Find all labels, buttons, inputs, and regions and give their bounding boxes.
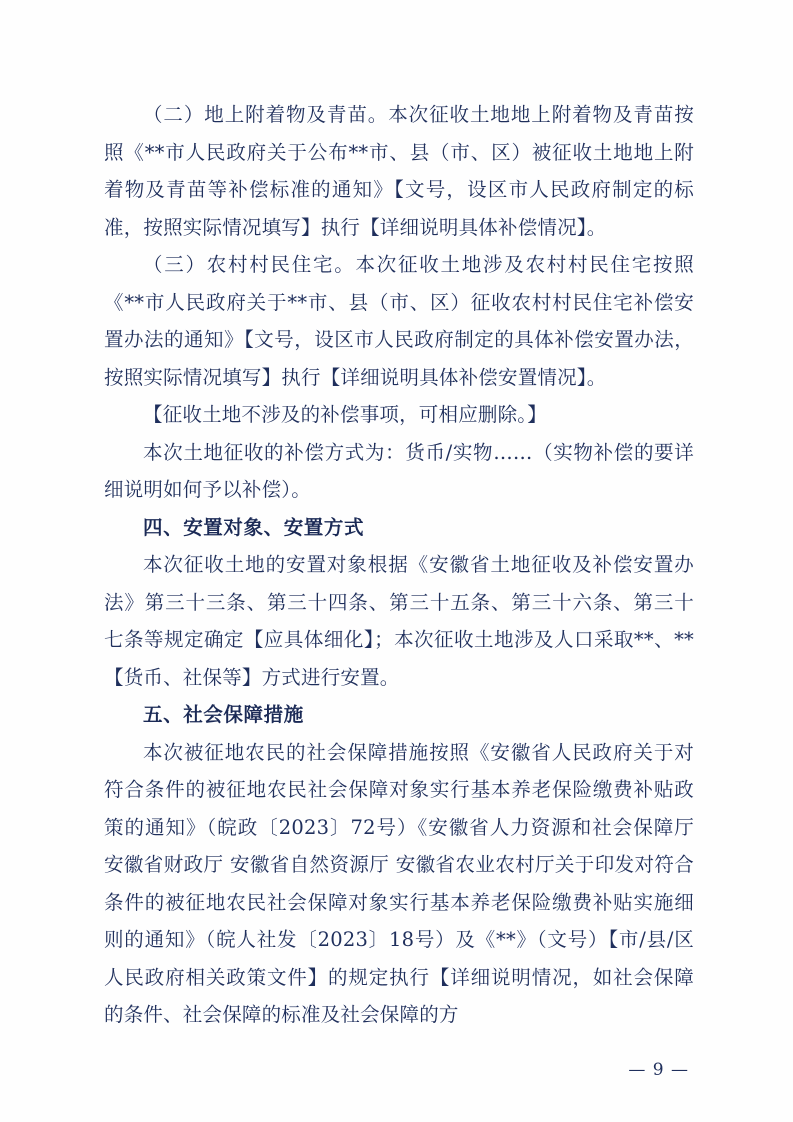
paragraph-social-security: 本次被征地农民的社会保障措施按照《安徽省人民政府关于对符合条件的被征地农民社会保障对象实行基本养老保险缴费补贴政策的通知》（皖政〔2023〕72号）《安徽省人力资源和社会保障厅 安徽省财政厅 安徽省自然资源厅 安徽省农业农村厅关于印发对符合条件的被征地农民社会保障对象实行基本养老保险缴费补贴实施细则的通知》（皖人社发〔2023〕18号）及《**》（文号）【市/县/区人民政府相关政策文件】的规定执行【详细说明情况，如社会保障的条件、社会保障的标准及社会保障的方 (104, 740, 694, 1026)
page-number: — 9 — (628, 1060, 689, 1080)
section-heading-five: 五、社会保障措施 (143, 703, 304, 726)
paragraph-rural-housing: （三）农村村民住宅。本次征收土地涉及农村村民住宅按照《**市人民政府关于**市、县（市、区）征收农村村民住宅补偿安置办法的通知》【文号，设区市人民政府制定的具体补偿安置办法，按照实际情况填写】执行【详细说明具体补偿安置情况】。 (104, 253, 694, 389)
paragraph-resettlement-basis: 本次征收土地的安置对象根据《安徽省土地征收及补偿安置办法》第三十三条、第三十四条、第三十五条、第三十六条、第三十七条等规定确定【应具体细化】；本次征收土地涉及人口采取**、**【货币、社保等】方式进行安置。 (104, 553, 694, 689)
paragraph-compensation-method: 本次土地征收的补偿方式为：货币/实物……（实物补偿的要详细说明如何予以补偿）。 (104, 440, 694, 501)
paragraph-deletion-note: 【征收土地不涉及的补偿事项，可相应删除。】 (143, 403, 547, 426)
page-body (104, 96, 694, 1034)
section-heading-four: 四、安置对象、安置方式 (143, 515, 365, 539)
paragraph-land-attachments: （二）地上附着物及青苗。本次征收土地地上附着物及青苗按照《**市人民政府关于公布**市、县（市、区）被征收土地地上附着物及青苗等补偿标准的通知》【文号，设区市人民政府制定的标准，按照实际情况填写】执行【详细说明具体补偿情况】。 (104, 103, 694, 239)
